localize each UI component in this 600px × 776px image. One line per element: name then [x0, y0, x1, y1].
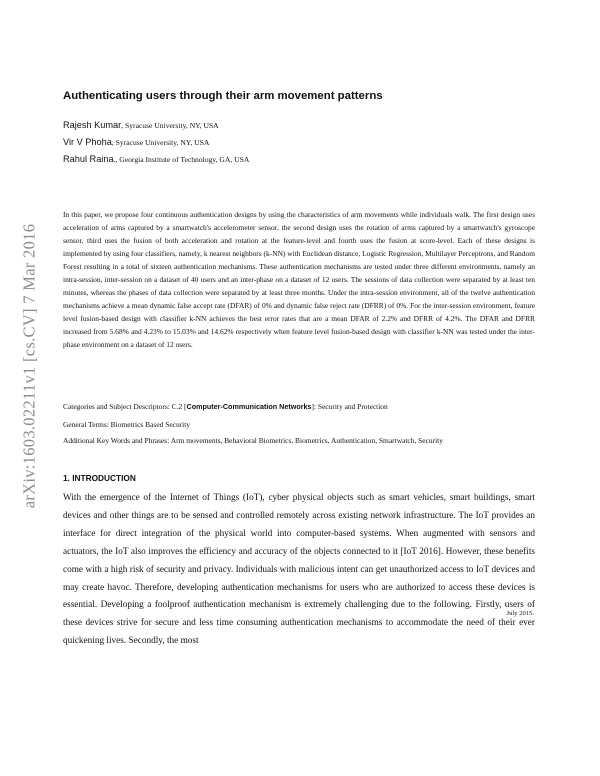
section-heading: 1. INTRODUCTION — [63, 473, 136, 483]
abstract: In this paper, we propose four continuous authentication designs by using the characteristics of arm movements while individuals walk. The first design uses acceleration of arms captured by a smartwatch's accelerometer sensor, the second design uses the rotation of arms captured by a smartwatch's gyroscope sensor, third uses the fusion of both acceleration and rotation at the feature-level and fourth uses the fusion at score-level. Each of these designs is implemented by using four classifiers, namely, k nearest neighbors (k-NN) with Euclidean distance, Logistic Regression, Multilayer Perceptrons, and Random Forest resulting in a total of sixteen authentication mechanisms. These authentication mechanisms are tested under three different environments, namely an intra-session, inter-session on a dataset of 40 users and an inter-phase on a dataset of 12 users. The sessions of data collection were separated by at least ten minutes, whereas the phases of data collection were separated by at least three months. Under the intra-session environment, all of the twelve authentication mechanisms achieve a mean dynamic false accept rate (DFAR) of 0% and dynamic false reject rate (DFRR) of 0%. For the inter-session environment, feature level fusion-based design with classifier k-NN achieves the best error rates that are a mean DFAR of 2.2% and DFRR of 4.2%. The DFAR and DFRR increased from 5.68% and 4.23% to 15.03% and 14.62% respectively when feature level fusion-based design with classifier k-NN was tested under the inter-phase environment on a dataset of 12 users. — [63, 210, 535, 350]
arxiv-identifier: arXiv:1603.02211v1 [cs.CV] 7 Mar 2016 — [19, 223, 39, 509]
categories-suffix: ]: Security and Protection — [311, 402, 388, 411]
author-2 — [63, 137, 543, 147]
categories-bold: Computer-Communication Networks — [186, 402, 312, 411]
author-name: Rahul Raina — [63, 154, 114, 164]
author-affiliation: , Syracuse University, NY, USA — [111, 138, 210, 147]
author-3 — [63, 154, 543, 164]
author-name: Vir V Phoha — [63, 137, 112, 147]
keywords: Additional Key Words and Phrases: Arm movements, Behavioral Biometrics, Biometrics, Authentication, Smartwatch, Security — [63, 436, 443, 445]
author-1 — [63, 120, 543, 130]
categories-line — [63, 402, 535, 411]
paper-title: Authenticating users through their arm movement patterns — [63, 90, 383, 102]
general-terms: General Terms: Biometrics Based Security — [63, 420, 190, 429]
author-affiliation: , Syracuse University, NY, USA — [121, 121, 219, 130]
introduction-text: With the emergence of the Internet of Things (IoT), cyber physical objects such as smart vehicles, smart buildings, smart devices and other things are to be sensed and controlled remotely across existing network infrastructure. The IoT provides an interface for direct integration of the physical world into computer-based systems. When augmented with sensors and actuators, the IoT also improves the efficiency and accuracy of the objects connected to it [IoT 2016]. However, these benefits come with a high risk of security and privacy. Individuals with malicious intent can get unauthorized access to IoT devices and may create havoc. Therefore, developing authentication mechanisms for users who are authorized to access these devices is essential. Developing a foolproof authentication mechanism is extremely challenging due to the following. Firstly, users of these devices strive for secure and less time consuming authentication mechanisms to accommodate the need of their ever quickening lives. Secondly, the most — [63, 493, 535, 647]
author-affiliation: ., Georgia Institute of Technology, GA, USA — [113, 155, 250, 164]
categories-prefix: Categories and Subject Descriptors: C.2 [ — [63, 402, 187, 411]
arxiv-sidebar — [14, 188, 44, 544]
footer-date: July 2015. — [506, 610, 534, 617]
author-name: Rajesh Kumar — [63, 120, 122, 130]
